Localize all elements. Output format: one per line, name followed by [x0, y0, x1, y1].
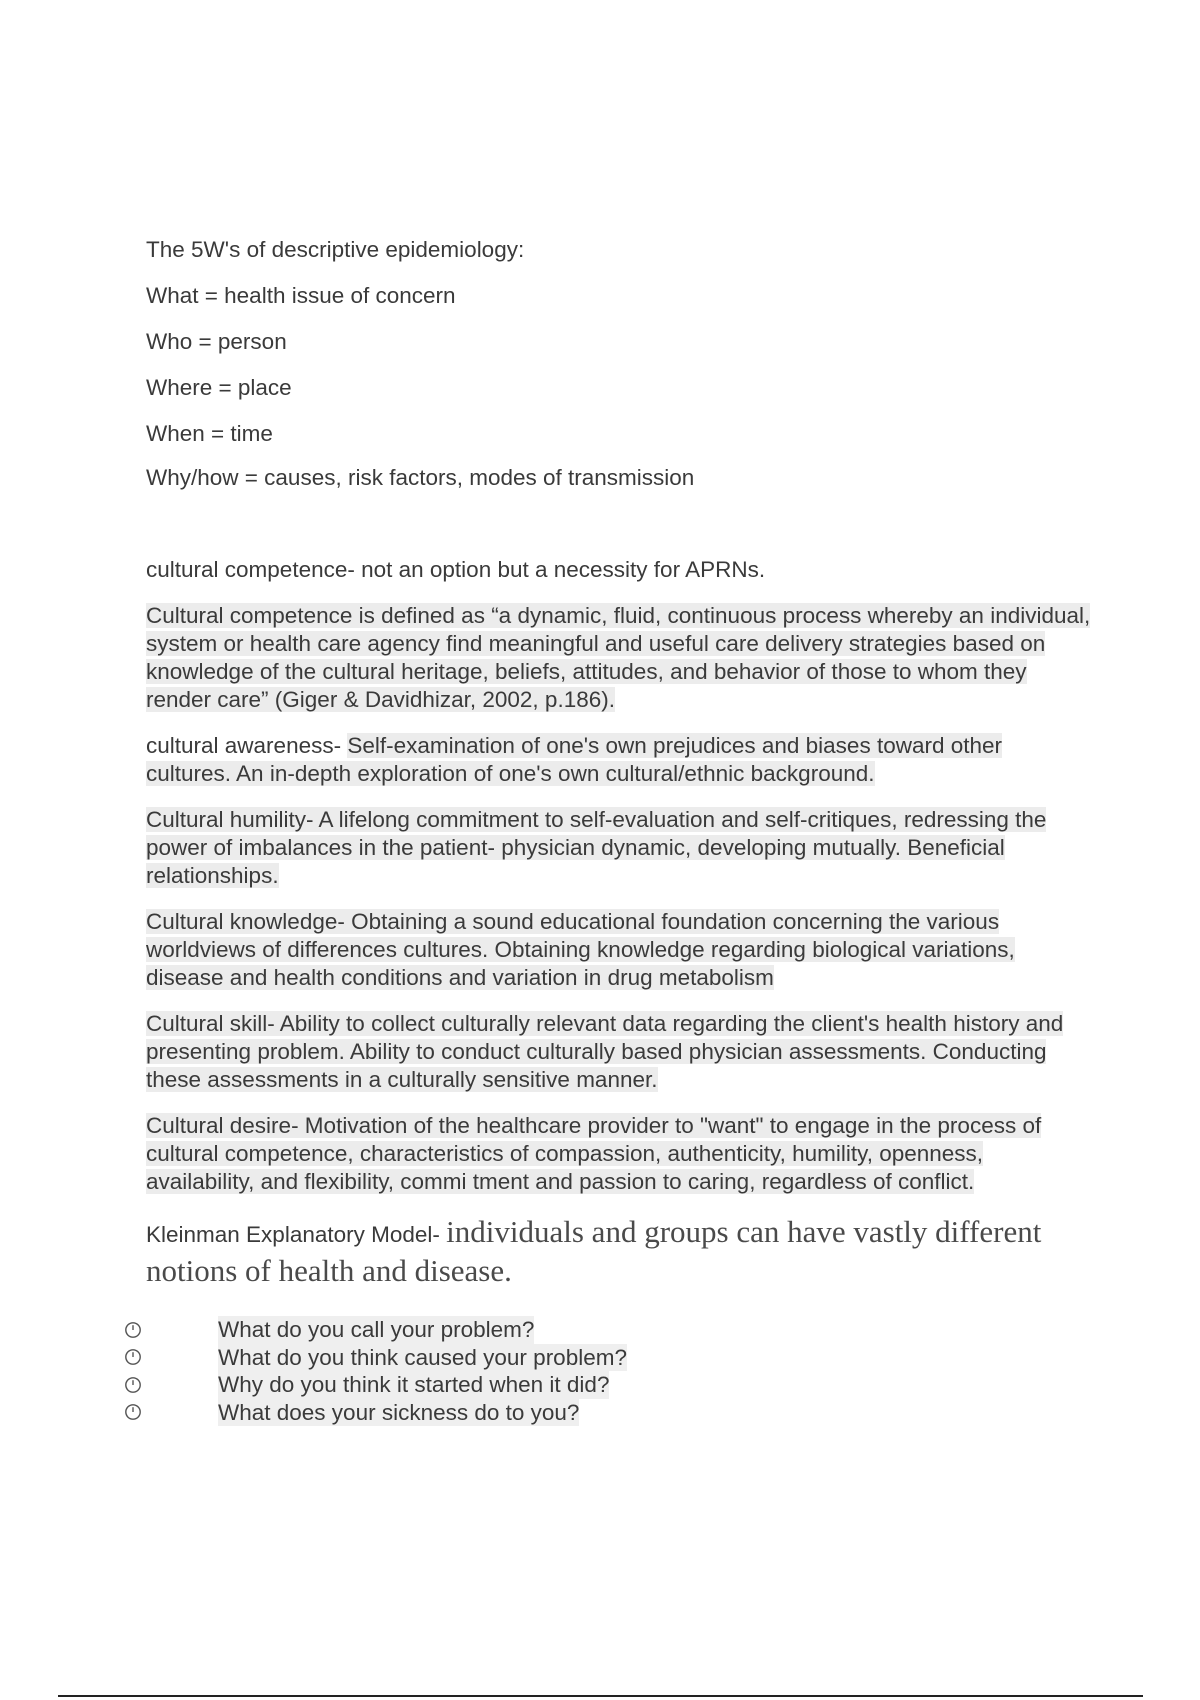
knowledge-text: Cultural knowledge- Obtaining a sound educational foundation concerning the various worldviews of differences cultures. Obtaining knowledge regarding biological variations, disease and health conditions and variation in drug metabolism — [146, 909, 1015, 990]
cultural-awareness — [146, 732, 1091, 788]
question-text: What do you call your problem? — [218, 1317, 535, 1342]
clock-icon — [120, 1320, 146, 1340]
cultural-desire — [146, 1112, 1091, 1196]
humility-text: Cultural humility- A lifelong commitment to self-evaluation and self-critiques, redressing the power of imbalances in the patient- physician dynamic, developing mutually. Beneficial relationships. — [146, 807, 1047, 888]
epidemiology-item-what: What = health issue of concern — [146, 283, 456, 308]
list-item — [120, 1344, 1020, 1372]
cultural-competence-intro: cultural competence- not an option but a necessity for APRNs. — [146, 557, 766, 582]
awareness-text: Self-examination of one's own prejudices and biases toward other cultures. An in-depth exploration of one's own cultural/ethnic background. — [146, 733, 1003, 786]
awareness-label: cultural awareness- — [146, 733, 348, 758]
list-item — [120, 1399, 1020, 1427]
list-item — [120, 1316, 1020, 1344]
document-body — [146, 236, 1091, 1322]
list-item — [120, 1371, 1020, 1399]
epidemiology-item-why: Why/how = causes, risk factors, modes of transmission — [146, 465, 695, 490]
clock-icon — [120, 1402, 146, 1422]
epidemiology-item-where: Where = place — [146, 375, 292, 400]
epidemiology-heading: The 5W's of descriptive epidemiology: — [146, 237, 525, 262]
skill-text: Cultural skill- Ability to collect culturally relevant data regarding the client's health history and presenting problem. Ability to conduct culturally based physician assessments. Conducting these assessments in a culturally sensitive manner. — [146, 1011, 1064, 1092]
kleinman-questions-list — [120, 1316, 1020, 1426]
kleinman-label: Kleinman Explanatory Model- — [146, 1222, 447, 1247]
section-spacer — [146, 510, 1091, 556]
desire-text: Cultural desire- Motivation of the healthcare provider to "want" to engage in the process of cultural competence, characteristics of compassion, authenticity, humility, openness, availability, and flexibility, commi tment and passion to caring, regardless of conflict. — [146, 1113, 1042, 1194]
epidemiology-item-who: Who = person — [146, 329, 287, 354]
footer-divider — [58, 1695, 1143, 1697]
clock-icon — [120, 1375, 146, 1395]
cultural-humility — [146, 806, 1091, 890]
question-text: What do you think caused your problem? — [218, 1344, 627, 1370]
question-text: What does your sickness do to you? — [218, 1399, 580, 1425]
epidemiology-item-when: When = time — [146, 421, 273, 446]
question-text: Why do you think it started when it did? — [218, 1372, 610, 1397]
clock-icon — [120, 1347, 146, 1367]
cultural-knowledge — [146, 908, 1091, 992]
kleinman-model — [146, 1214, 1091, 1292]
cultural-competence-definition — [146, 602, 1091, 714]
definition-text: Cultural competence is defined as “a dynamic, fluid, continuous process whereby an individual, system or health care agency find meaningful and useful care delivery strategies based on knowledge of the cultural heritage, beliefs, attitudes, and behavior of those to whom they render care” (Giger & Davidhizar, 2002, p.186). — [146, 603, 1091, 712]
cultural-skill — [146, 1010, 1091, 1094]
kleinman-text: individuals and groups can have vastly different notions of health and disease. — [146, 1214, 1042, 1288]
